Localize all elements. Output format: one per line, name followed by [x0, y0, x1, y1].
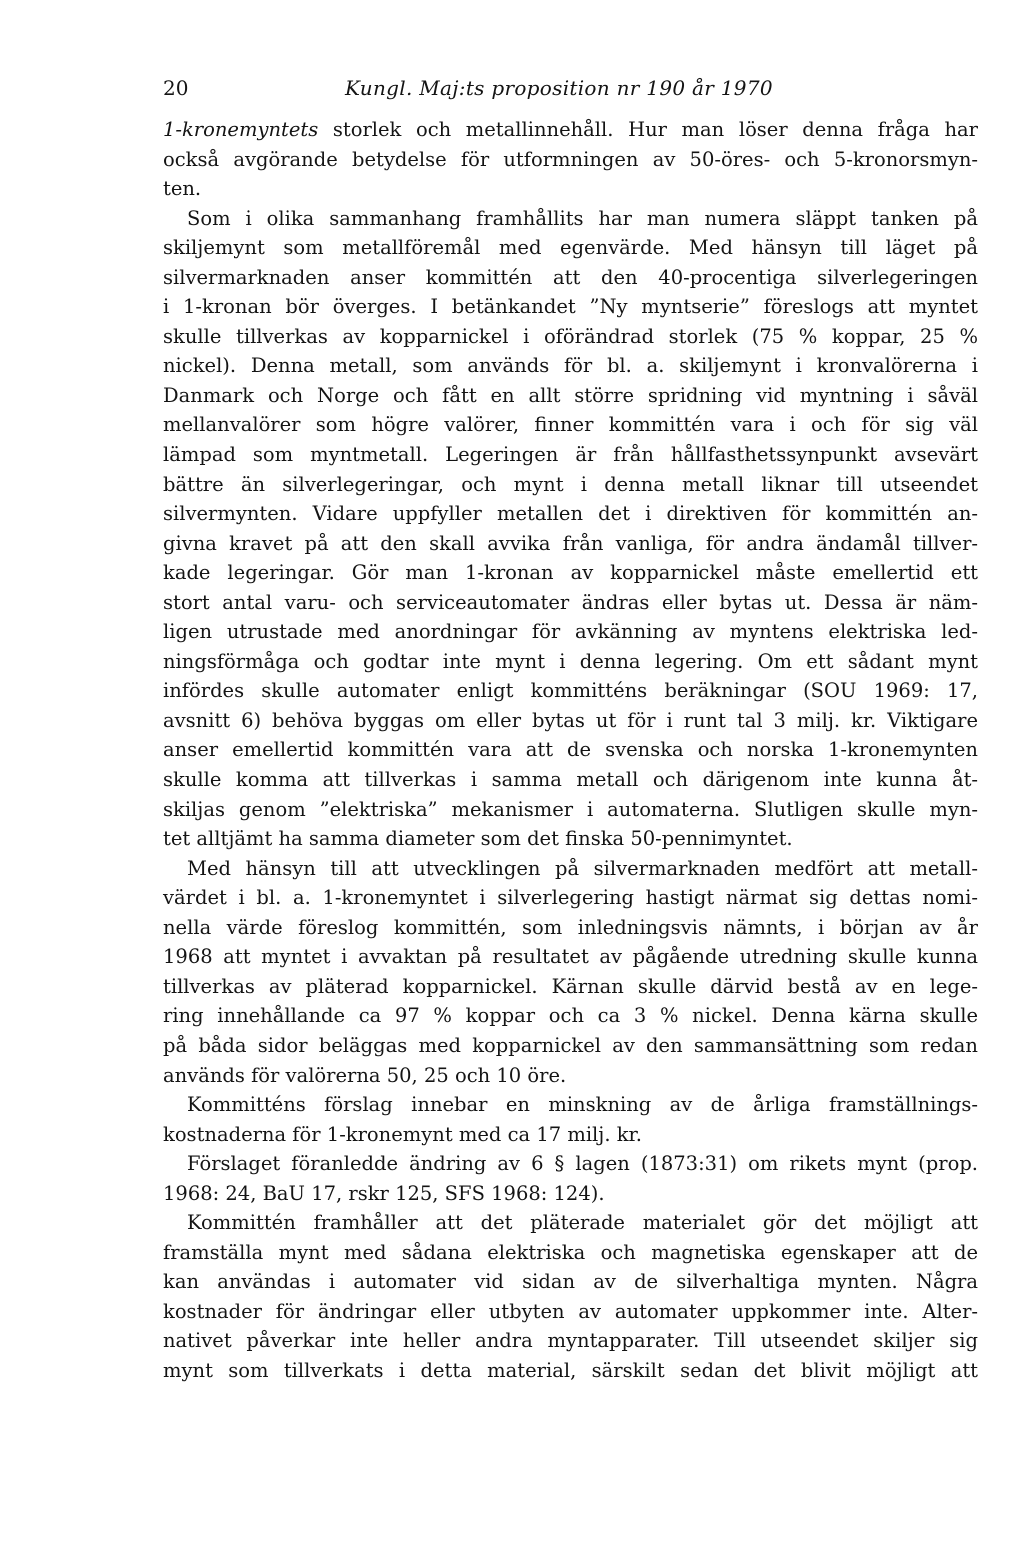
text-line — [163, 1326, 978, 1356]
line-text: mellanvalörer som högre valörer, finner kommittén vara i och för sig väl — [163, 413, 978, 437]
text-line — [163, 351, 978, 381]
line-text: skulle tillverkas av kopparnickel i oförändrad storlek (75 % koppar, 25 % — [163, 324, 978, 348]
text-line — [163, 883, 978, 913]
line-text: 1968: 24, BaU 17, rskr 125, SFS 1968: 124). — [163, 1181, 605, 1205]
text-line — [163, 174, 978, 204]
text-line — [187, 854, 978, 884]
text-line — [163, 233, 978, 263]
line-text: också avgörande betydelse för utformningen av 50-öres- och 5-kronorsmyn- — [163, 147, 978, 171]
text-line — [163, 913, 978, 943]
line-text: silvermynten. Vidare uppfyller metallen det i direktiven för kommittén an- — [163, 502, 978, 526]
line-text: stort antal varu- och serviceautomater ändras eller bytas ut. Dessa är näm- — [163, 590, 978, 614]
line-text: anser emellertid kommittén vara att de svenska och norska 1-kronemynten — [163, 738, 978, 762]
line-text — [163, 115, 978, 145]
italic-term: 1-kronemyntets — [163, 118, 319, 141]
line-text: skulle komma att tillverkas i samma metall och därigenom inte kunna åt- — [163, 768, 978, 792]
text-line — [163, 470, 978, 500]
text-line — [163, 292, 978, 322]
text-line — [163, 499, 978, 529]
text-line — [163, 1356, 978, 1386]
line-text: Kommittén framhåller att det pläterade materialet gör det möjligt att — [187, 1211, 978, 1235]
line-text: i 1-kronan bör överges. I betänkandet ”Ny myntserie” föreslogs att myntet — [163, 295, 978, 319]
text-line — [163, 647, 978, 677]
line-text: bättre än silverlegeringar, och mynt i denna metall liknar till utseendet — [163, 472, 978, 496]
line-text: nella värde föreslog kommittén, som inledningsvis nämnts, i början av år — [163, 915, 978, 939]
text-line — [163, 735, 978, 765]
line-text: ningsförmåga och godtar inte mynt i denna legering. Om ett sådant mynt — [163, 649, 978, 673]
line-text: silvermarknaden anser kommittén att den 40-procentiga silverlegeringen — [163, 265, 978, 289]
text-line — [163, 617, 978, 647]
line-text: kade legeringar. Gör man 1-kronan av kopparnickel måste emellertid ett — [163, 561, 978, 585]
line-text: Förslaget föranledde ändring av 6 § lagen (1873:31) om rikets mynt (prop. — [187, 1152, 978, 1176]
line-text: lämpad som myntmetall. Legeringen är från hållfasthetssynpunkt avsevärt — [163, 443, 978, 467]
line-text: nativet påverkar inte heller andra myntapparater. Till utseendet skiljer sig — [163, 1329, 978, 1353]
text-line — [187, 1090, 978, 1120]
line-text-rest: storlek och metallinnehåll. Hur man löser denna fråga har — [318, 118, 978, 141]
line-text: avsnitt 6) behöva byggas om eller bytas ut för i runt tal 3 milj. kr. Viktigare — [163, 708, 978, 732]
text-line — [163, 322, 978, 352]
line-text: ligen utrustade med anordningar för avkänning av myntens elektriska led- — [163, 620, 978, 644]
line-text: kostnaderna för 1-kronemynt med ca 17 milj. kr. — [163, 1122, 642, 1146]
text-line — [187, 204, 978, 234]
text-line — [163, 588, 978, 618]
text-line — [163, 1001, 978, 1031]
text-line — [163, 1238, 978, 1268]
text-line — [163, 558, 978, 588]
text-line — [163, 972, 978, 1002]
text-line — [163, 410, 978, 440]
text-line — [163, 263, 978, 293]
text-line — [163, 529, 978, 559]
text-line — [187, 1149, 978, 1179]
text-line — [187, 1208, 978, 1238]
text-line — [163, 676, 978, 706]
text-line — [163, 1179, 978, 1209]
text-line — [163, 1120, 978, 1150]
line-text: tillverkas av pläterad kopparnickel. Kärnan skulle därvid bestå av en lege- — [163, 974, 978, 998]
text-line — [163, 824, 978, 854]
line-text: kostnader för ändringar eller utbyten av automater uppkommer inte. Alter- — [163, 1299, 978, 1323]
line-text: Med hänsyn till att utvecklingen på silvermarknaden medfört att metall- — [187, 856, 978, 880]
line-text: Kommitténs förslag innebar en minskning av de årliga framställnings- — [187, 1093, 978, 1117]
line-text: Som i olika sammanhang framhållits har man numera släppt tanken på — [187, 206, 978, 230]
body-text — [163, 115, 978, 1386]
text-line — [163, 706, 978, 736]
line-text: tet alltjämt ha samma diameter som det finska 50-pennimyntet. — [163, 827, 793, 851]
text-line — [163, 1267, 978, 1297]
line-text: mynt som tillverkats i detta material, särskilt sedan det blivit möjligt att — [163, 1358, 978, 1382]
line-text: kan användas i automater vid sidan av de silverhaltiga mynten. Några — [163, 1270, 978, 1294]
line-text: värdet i bl. a. 1-kronemyntet i silverlegering hastigt närmat sig dettas nomi- — [163, 886, 978, 910]
text-line — [163, 115, 978, 145]
text-line — [163, 381, 978, 411]
line-text: infördes skulle automater enligt kommitténs beräkningar (SOU 1969: 17, — [163, 679, 978, 703]
text-line — [163, 440, 978, 470]
line-text: nickel). Denna metall, som används för bl. a. skiljemynt i kronvalörerna i — [163, 354, 978, 378]
line-text: ring innehållande ca 97 % koppar och ca 3 % nickel. Denna kärna skulle — [163, 1004, 978, 1028]
text-line — [163, 1061, 978, 1091]
line-text: skiljemynt som metallföremål med egenvärde. Med hänsyn till läget på — [163, 236, 978, 260]
line-text: på båda sidor beläggas med kopparnickel av den sammansättning som redan — [163, 1033, 978, 1057]
line-text: ten. — [163, 177, 202, 201]
line-text: används för valörerna 50, 25 och 10 öre. — [163, 1063, 567, 1087]
page-number: 20 — [163, 76, 189, 100]
text-line — [163, 145, 978, 175]
text-line — [163, 942, 978, 972]
line-text: Danmark och Norge och fått en allt större spridning vid myntning i såväl — [163, 383, 978, 407]
text-line — [163, 1297, 978, 1327]
text-line — [163, 1031, 978, 1061]
running-title: Kungl. Maj:ts proposition nr 190 år 1970 — [345, 76, 773, 100]
text-line — [163, 765, 978, 795]
line-text: 1968 att myntet i avvaktan på resultatet av pågående utredning skulle kunna — [163, 945, 978, 969]
line-text: givna kravet på att den skall avvika från vanliga, för andra ändamål tillver- — [163, 531, 978, 555]
text-line — [163, 795, 978, 825]
line-text: framställa mynt med sådana elektriska och magnetiska egenskaper att de — [163, 1240, 978, 1264]
line-text: skiljas genom ”elektriska” mekanismer i automaterna. Slutligen skulle myn- — [163, 797, 978, 821]
